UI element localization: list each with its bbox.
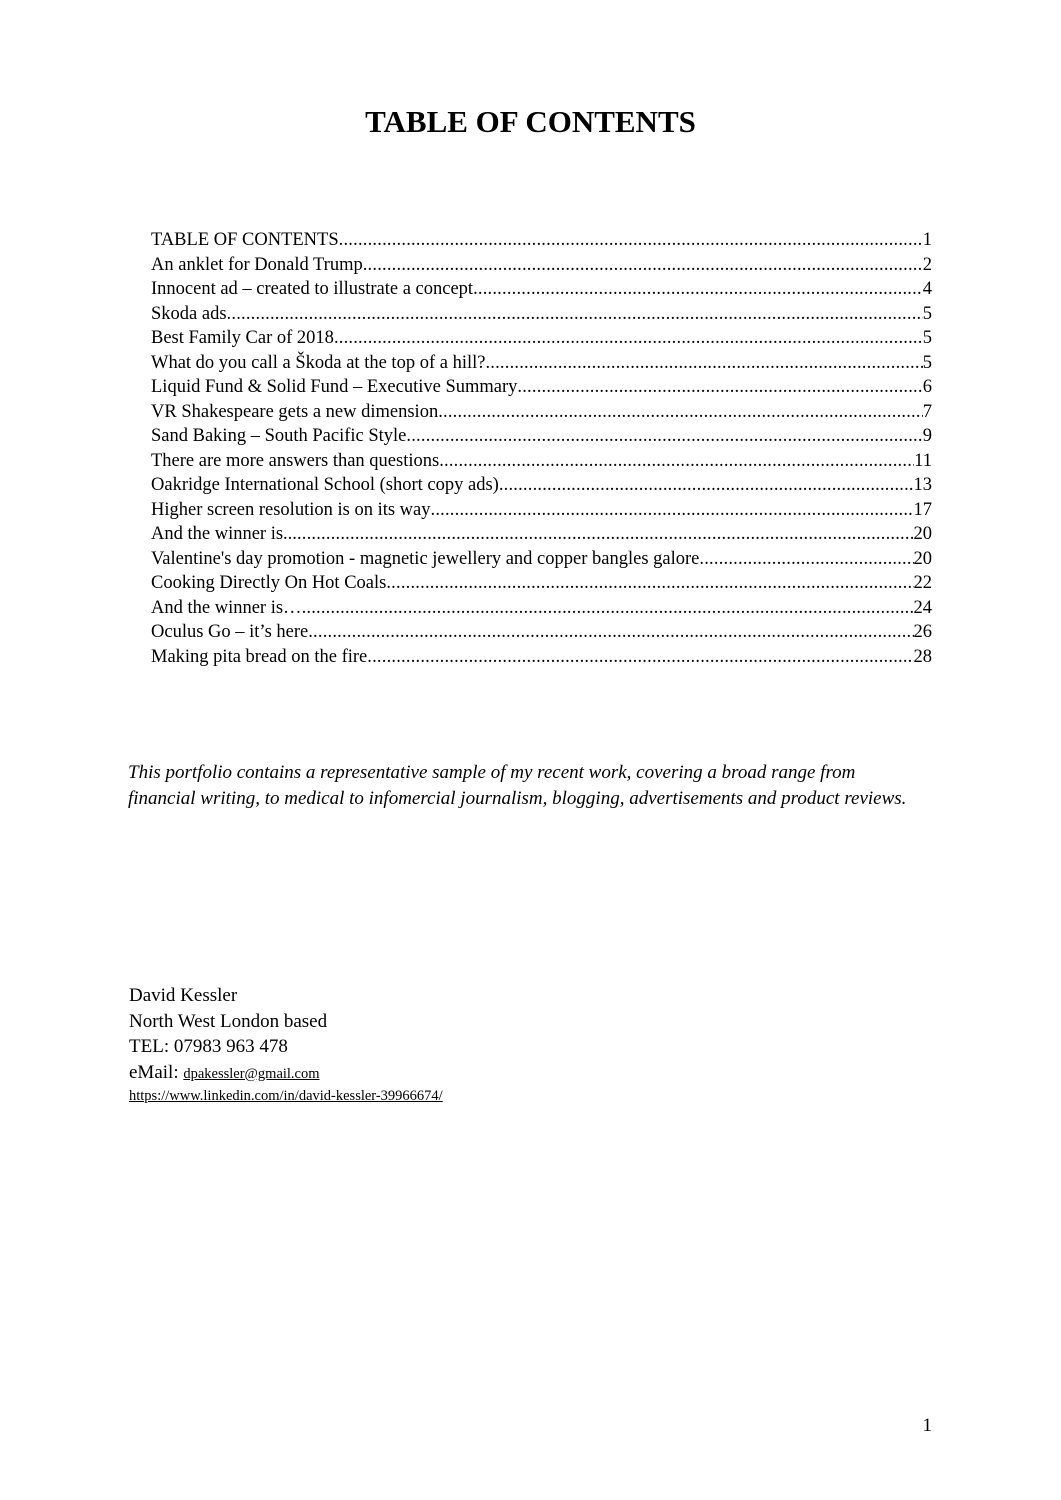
toc-dot-leader <box>499 473 914 498</box>
toc-entry[interactable] <box>151 645 932 670</box>
toc-entry[interactable] <box>151 571 932 596</box>
toc-entry[interactable] <box>151 228 932 253</box>
toc-dot-leader <box>473 277 923 302</box>
toc-entry[interactable] <box>151 351 932 376</box>
contact-email-row <box>129 1060 829 1088</box>
toc-dot-leader <box>439 449 914 474</box>
toc-entry-page: 5 <box>922 328 932 348</box>
toc-entry-page: 26 <box>913 622 932 642</box>
toc-entry-title: Skoda ads <box>151 303 227 324</box>
toc-entry-title: Oculus Go – it’s here <box>151 622 309 642</box>
toc-entry[interactable] <box>151 449 932 474</box>
toc-entry-page: 4 <box>922 279 932 299</box>
toc-entry-page: 2 <box>922 254 932 275</box>
toc-dot-leader <box>308 620 913 645</box>
toc-entry-page: 7 <box>922 401 932 422</box>
toc-entry-title: Cooking Directly On Hot Coals <box>151 573 387 593</box>
toc-dot-leader <box>363 253 923 278</box>
toc-dot-leader <box>339 228 923 253</box>
toc-entry-title: Valentine's day promotion - magnetic jewellery and copper bangles galore <box>151 548 700 569</box>
toc-entry[interactable] <box>151 424 932 449</box>
contact-name: David Kessler <box>129 985 238 1006</box>
toc-entry-title: Best Family Car of 2018 <box>151 328 334 348</box>
toc-entry-title: Oakridge International School (short copy ads) <box>151 475 499 495</box>
toc-entry[interactable] <box>151 400 932 425</box>
linkedin-link[interactable]: https://www.linkedin.com/in/david-kessler-39966674/ <box>129 1088 443 1104</box>
portfolio-intro: This portfolio contains a representative sample of my recent work, covering a broad range from financial writing, to medical to infomercial journalism, blogging, advertisements and product reviews. <box>128 762 907 809</box>
toc-dot-leader <box>302 596 914 621</box>
table-of-contents <box>151 228 932 669</box>
toc-dot-leader <box>438 400 923 425</box>
toc-entry-title: TABLE OF CONTENTS <box>151 230 339 250</box>
toc-dot-leader <box>227 302 923 327</box>
page-title: TABLE OF CONTENTS <box>365 104 696 139</box>
toc-entry-title: Sand Baking – South Pacific Style <box>151 426 407 446</box>
toc-dot-leader <box>699 547 913 572</box>
toc-dot-leader <box>517 375 922 400</box>
toc-dot-leader <box>334 326 923 351</box>
toc-dot-leader <box>367 645 913 670</box>
toc-entry[interactable] <box>151 620 932 645</box>
toc-entry[interactable] <box>151 277 932 302</box>
toc-entry-page: 24 <box>913 597 932 618</box>
toc-entry-title: Innocent ad – created to illustrate a concept <box>151 279 474 299</box>
toc-entry-page: 22 <box>913 573 932 593</box>
contact-block <box>129 983 829 1105</box>
email-label: eMail: <box>129 1061 184 1083</box>
toc-dot-leader <box>406 424 922 449</box>
toc-entry-title: There are more answers than questions <box>151 450 440 471</box>
toc-entry-page: 28 <box>913 646 932 667</box>
toc-entry-page: 20 <box>913 548 932 569</box>
toc-entry-title: And the winner is... <box>151 524 297 544</box>
toc-entry-title: Liquid Fund & Solid Fund – Executive Summary <box>151 377 518 397</box>
contact-location: North West London based <box>129 1010 328 1032</box>
toc-entry-page: 13 <box>913 475 932 495</box>
toc-entry[interactable] <box>151 326 932 351</box>
toc-entry[interactable] <box>151 473 932 498</box>
toc-dot-leader <box>386 571 913 596</box>
toc-entry[interactable] <box>151 498 932 523</box>
contact-phone: TEL: 07983 963 478 <box>129 1036 288 1057</box>
toc-entry[interactable] <box>151 375 932 400</box>
toc-entry-title: What do you call a Škoda at the top of a hill? <box>151 352 486 373</box>
toc-entry[interactable] <box>151 547 932 572</box>
toc-entry[interactable] <box>151 302 932 327</box>
toc-entry-page: 5 <box>922 303 932 324</box>
email-link[interactable]: dpakessler@gmail.com <box>183 1065 320 1082</box>
linkedin-row <box>129 1087 829 1105</box>
toc-entry-title: Making pita bread on the fire <box>151 646 368 667</box>
toc-entry-page: 11 <box>914 450 932 471</box>
toc-entry-page: 17 <box>913 499 932 520</box>
toc-entry[interactable] <box>151 522 932 547</box>
toc-entry-title: And the winner is… <box>151 597 302 618</box>
toc-entry-page: 5 <box>922 352 932 373</box>
toc-entry-title: An anklet for Donald Trump <box>151 254 363 275</box>
toc-entry-page: 6 <box>922 377 932 397</box>
toc-dot-leader <box>485 351 922 376</box>
toc-entry-page: 9 <box>922 426 932 446</box>
toc-dot-leader <box>431 498 914 523</box>
toc-entry-title: VR Shakespeare gets a new dimension <box>151 401 439 422</box>
page-number: 1 <box>922 1415 932 1436</box>
toc-dot-leader <box>297 522 914 547</box>
toc-entry[interactable] <box>151 253 932 278</box>
toc-entry[interactable] <box>151 596 932 621</box>
toc-entry-page: 1 <box>922 230 932 250</box>
toc-entry-title: Higher screen resolution is on its way <box>151 499 431 520</box>
toc-entry-page: 20 <box>913 524 932 544</box>
